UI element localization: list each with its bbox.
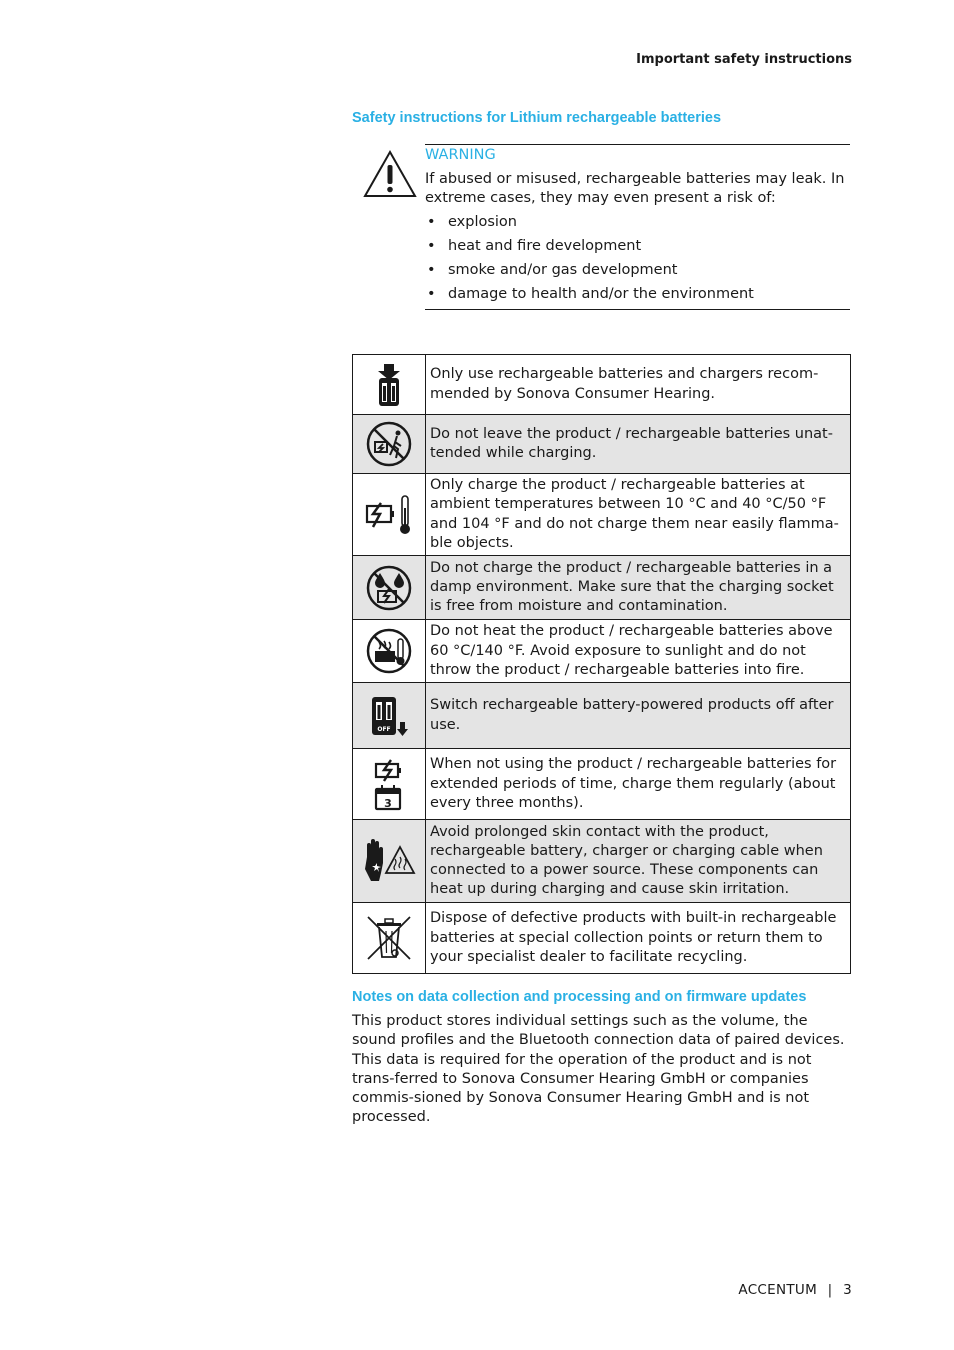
charge-regularly-icon: [372, 756, 406, 812]
warning-item: • explosion: [425, 213, 850, 237]
no-unattended-charging-icon: [365, 420, 413, 468]
warning-item: • damage to health and/or the environment: [425, 285, 850, 309]
table-row: [353, 903, 851, 974]
table-text-cell: Do not heat the product / rechargeable batteries above 60 °C/140 °F. Avoid exposure to sunlight and do not throw the product / rechargeable batteries into fire.: [426, 620, 851, 683]
table-row: [353, 474, 851, 556]
table-text-cell: Only use rechargeable batteries and chargers recom-mended by Sonova Consumer Hearing.: [426, 355, 851, 415]
warning-rule-bottom: [425, 309, 850, 310]
switch-off-icon: [369, 694, 409, 738]
table-icon-cell: [353, 820, 426, 903]
charging-temperature-icon: [364, 494, 414, 536]
table-text-cell: Do not leave the product / rechargeable batteries unat-tended while charging.: [426, 415, 851, 474]
table-row: [353, 820, 851, 903]
warning-item: • smoke and/or gas development: [425, 261, 850, 285]
table-icon-cell: [353, 355, 426, 415]
calendar-number: 3: [384, 797, 392, 811]
warning-list: [425, 213, 850, 309]
table-row: [353, 355, 851, 415]
running-header: [636, 52, 852, 67]
warning-text: If abused or misused, rechargeable batteries may leak. In extreme cases, they may even present a risk of:: [425, 171, 845, 206]
table-text-cell: When not using the product / rechargeable batteries for extended periods of time, charge them regularly (about every three months).: [426, 749, 851, 820]
table-icon-cell: [353, 749, 426, 820]
table-text-cell: Dispose of defective products with built-in rechargeable batteries at special collection points or return them to your specialist dealer to facilitate recycling.: [426, 903, 851, 974]
skin-contact-heat-icon: [361, 837, 417, 885]
crossed-bin-icon: [364, 913, 414, 963]
running-title: Important safety instructions: [636, 52, 852, 67]
warning-content: [425, 146, 850, 309]
table-icon-cell: [353, 903, 426, 974]
no-damp-charging-icon: [365, 564, 413, 612]
warning-triangle-icon: [362, 149, 418, 199]
table-text-cell: Do not charge the product / rechargeable batteries in a damp environment. Make sure that the charging socket is free from moisture and contamination.: [426, 556, 851, 620]
page-number: 3: [843, 1282, 852, 1298]
table-icon-cell: [353, 415, 426, 474]
table-text-cell: Only charge the product / rechargeable batteries at ambient temperatures between 10 °C and 40 °C/50 °F and 104 °F and do not charge them near easily flamma-ble objects.: [426, 474, 851, 556]
no-heat-icon: [365, 627, 413, 675]
page-footer: [738, 1282, 852, 1298]
table-row: [353, 683, 851, 749]
off-label: OFF: [377, 725, 391, 733]
warning-item: • heat and fire development: [425, 237, 850, 261]
footer-separator: |: [827, 1282, 833, 1298]
table-row: [353, 556, 851, 620]
warning-label: WARNING: [425, 147, 496, 163]
table-text-cell: Avoid prolonged skin contact with the product, rechargeable battery, charger or charging cable when connected to a power source. These components can heat up during charging and cause skin irritation.: [426, 820, 851, 903]
table-text-cell: Switch rechargeable battery-powered products off after use.: [426, 683, 851, 749]
warning-box: [352, 144, 850, 310]
notes-section-title: Notes on data collection and processing and on firmware updates: [352, 989, 807, 1005]
safety-table: [352, 354, 851, 974]
table-icon-cell: [353, 474, 426, 556]
footer-product: ACCENTUM: [738, 1282, 818, 1298]
warning-rule-top: [425, 144, 850, 145]
lithium-section-title: Safety instructions for Lithium rechargeable batteries: [352, 110, 722, 126]
table-row: [353, 620, 851, 683]
notes-text: This product stores individual settings such as the volume, the sound profiles and the Bluetooth connection data of paired devices. This data is required for the operation of the product and is not trans-ferred to Sonova Consumer Hearing GmbH or companies commis-sioned by Sonova Consumer Hearing GmbH and is not processed.: [352, 1013, 845, 1126]
table-row: [353, 749, 851, 820]
table-icon-cell: [353, 683, 426, 749]
battery-charger-icon: [374, 362, 404, 408]
table-icon-cell: [353, 620, 426, 683]
table-row: [353, 415, 851, 474]
table-icon-cell: [353, 556, 426, 620]
